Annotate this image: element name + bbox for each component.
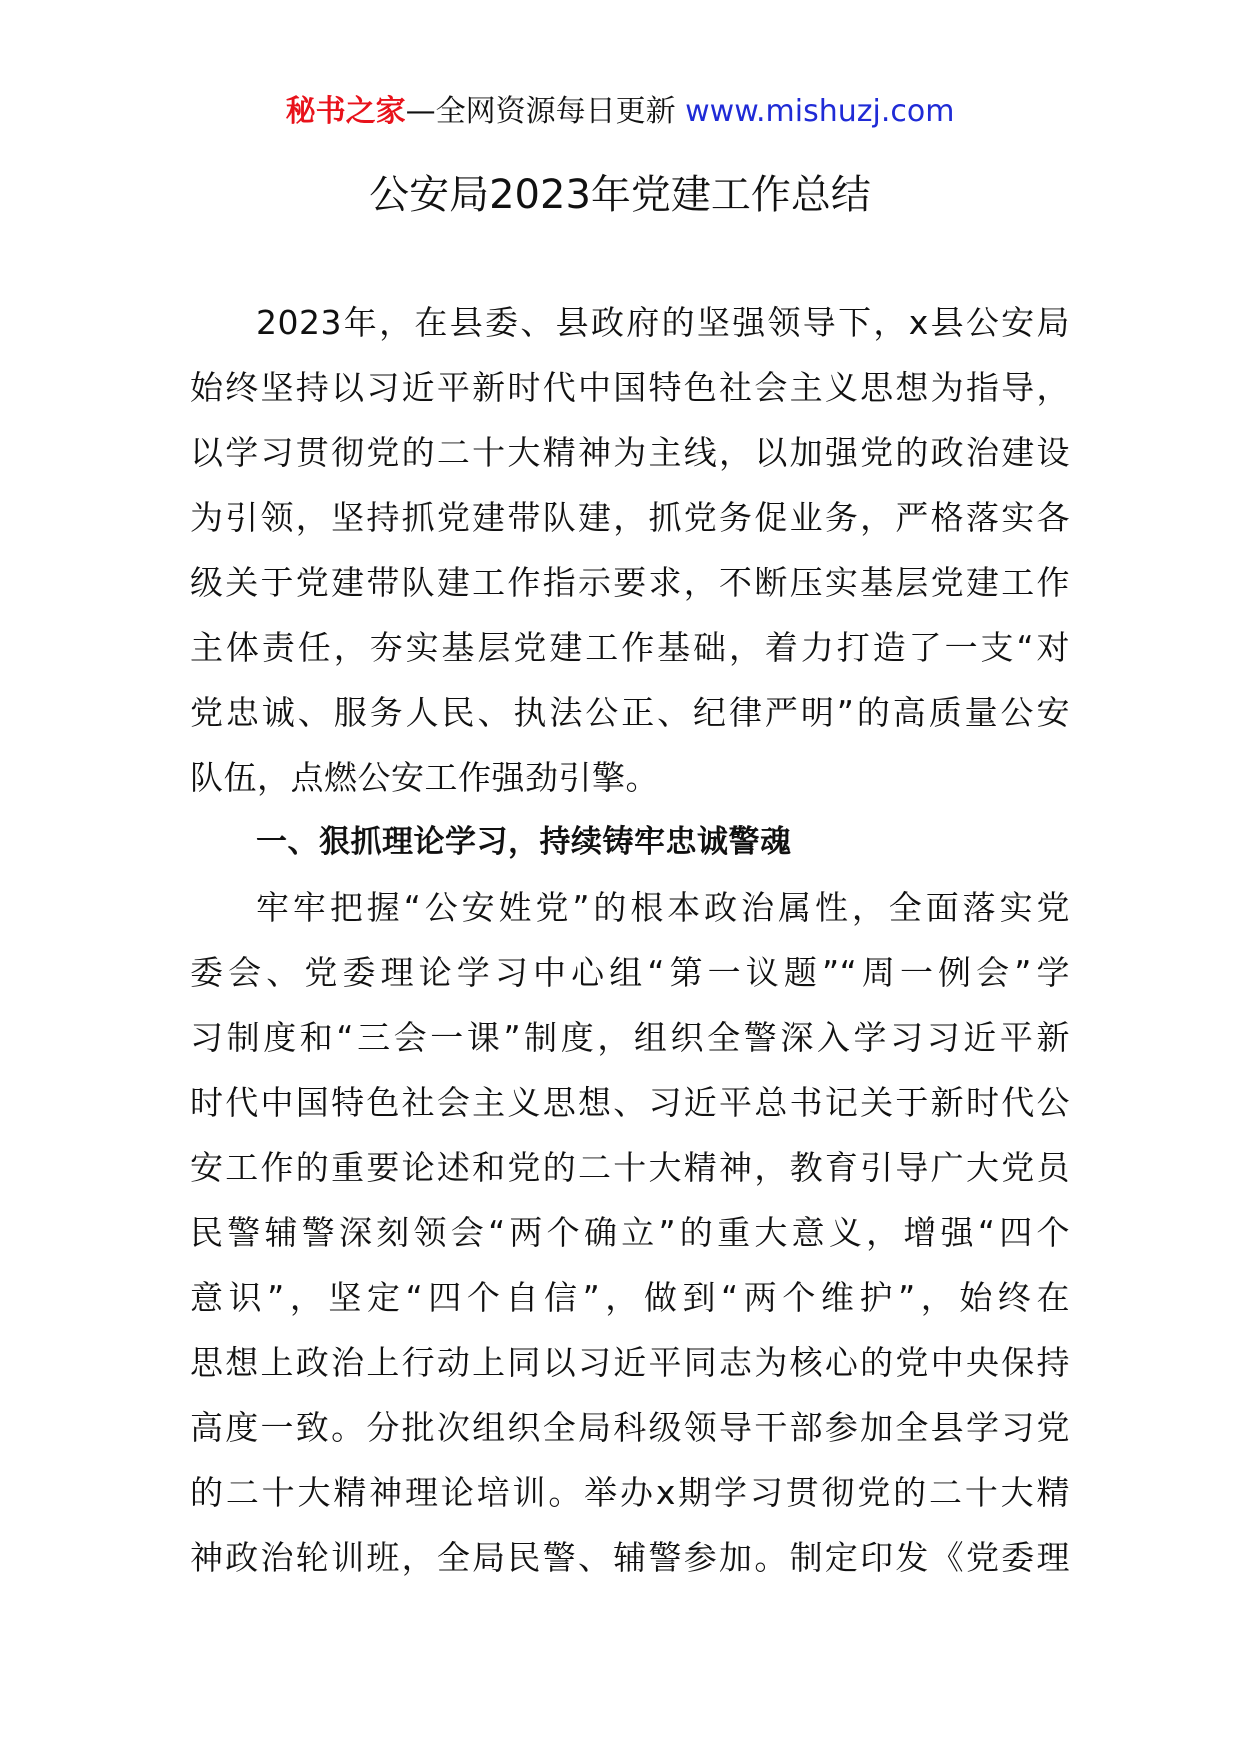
paragraph-line: 级关于党建带队建工作指示要求，不断压实基层党建工作: [190, 563, 1070, 602]
document-title: 公安局2023年党建工作总结: [369, 172, 871, 218]
paragraph-line: 主体责任，夯实基层党建工作基础，着力打造了一支“对: [190, 628, 1070, 667]
paragraph-line: 队伍，点燃公安工作强劲引擎。: [190, 758, 659, 797]
paragraph-line: 为引领，坚持抓党建带队建，抓党务促业务，严格落实各: [190, 498, 1070, 537]
section-heading: 一、狠抓理论学习，持续铸牢忠诚警魂: [256, 824, 792, 860]
paragraph-line: 以学习贯彻党的二十大精神为主线，以加强党的政治建设: [190, 433, 1070, 472]
paragraph-line: 2023年，在县委、县政府的坚强领导下，x县公安局: [256, 303, 1070, 342]
paragraph-line: 的二十大精神理论培训。举办x期学习贯彻党的二十大精: [190, 1473, 1070, 1512]
paragraph-line: 党忠诚、服务人民、执法公正、纪律严明”的高质量公安: [190, 693, 1070, 732]
paragraph-line: 民警辅警深刻领会“两个确立”的重大意义，增强“四个: [190, 1213, 1070, 1252]
site-header: [0, 92, 1240, 132]
site-brand: 秘书之家: [285, 94, 406, 129]
paragraph-line: 安工作的重要论述和党的二十大精神，教育引导广大党员: [190, 1148, 1070, 1187]
document-body: [190, 290, 1070, 1590]
site-tagline: —全网资源每日更新: [405, 94, 686, 129]
paragraph-line: 意识”，坚定“四个自信”，做到“两个维护”，始终在: [190, 1278, 1070, 1317]
paragraph-line: 始终坚持以习近平新时代中国特色社会主义思想为指导，: [190, 368, 1070, 407]
paragraph-line: 思想上政治上行动上同以习近平同志为核心的党中央保持: [190, 1343, 1070, 1382]
paragraph-line: 神政治轮训班，全局民警、辅警参加。制定印发《党委理: [190, 1538, 1070, 1577]
paragraph-line: 委会、党委理论学习中心组“第一议题”“周一例会”学: [190, 953, 1070, 992]
paragraph-line: 时代中国特色社会主义思想、习近平总书记关于新时代公: [190, 1083, 1070, 1122]
paragraph-line: 牢牢把握“公安姓党”的根本政治属性，全面落实党: [256, 888, 1070, 927]
paragraph-line: 习制度和“三会一课”制度，组织全警深入学习习近平新: [190, 1018, 1070, 1057]
site-url[interactable]: www.mishuzj.com: [685, 94, 955, 129]
paragraph-line: 高度一致。分批次组织全局科级领导干部参加全县学习党: [190, 1408, 1070, 1447]
